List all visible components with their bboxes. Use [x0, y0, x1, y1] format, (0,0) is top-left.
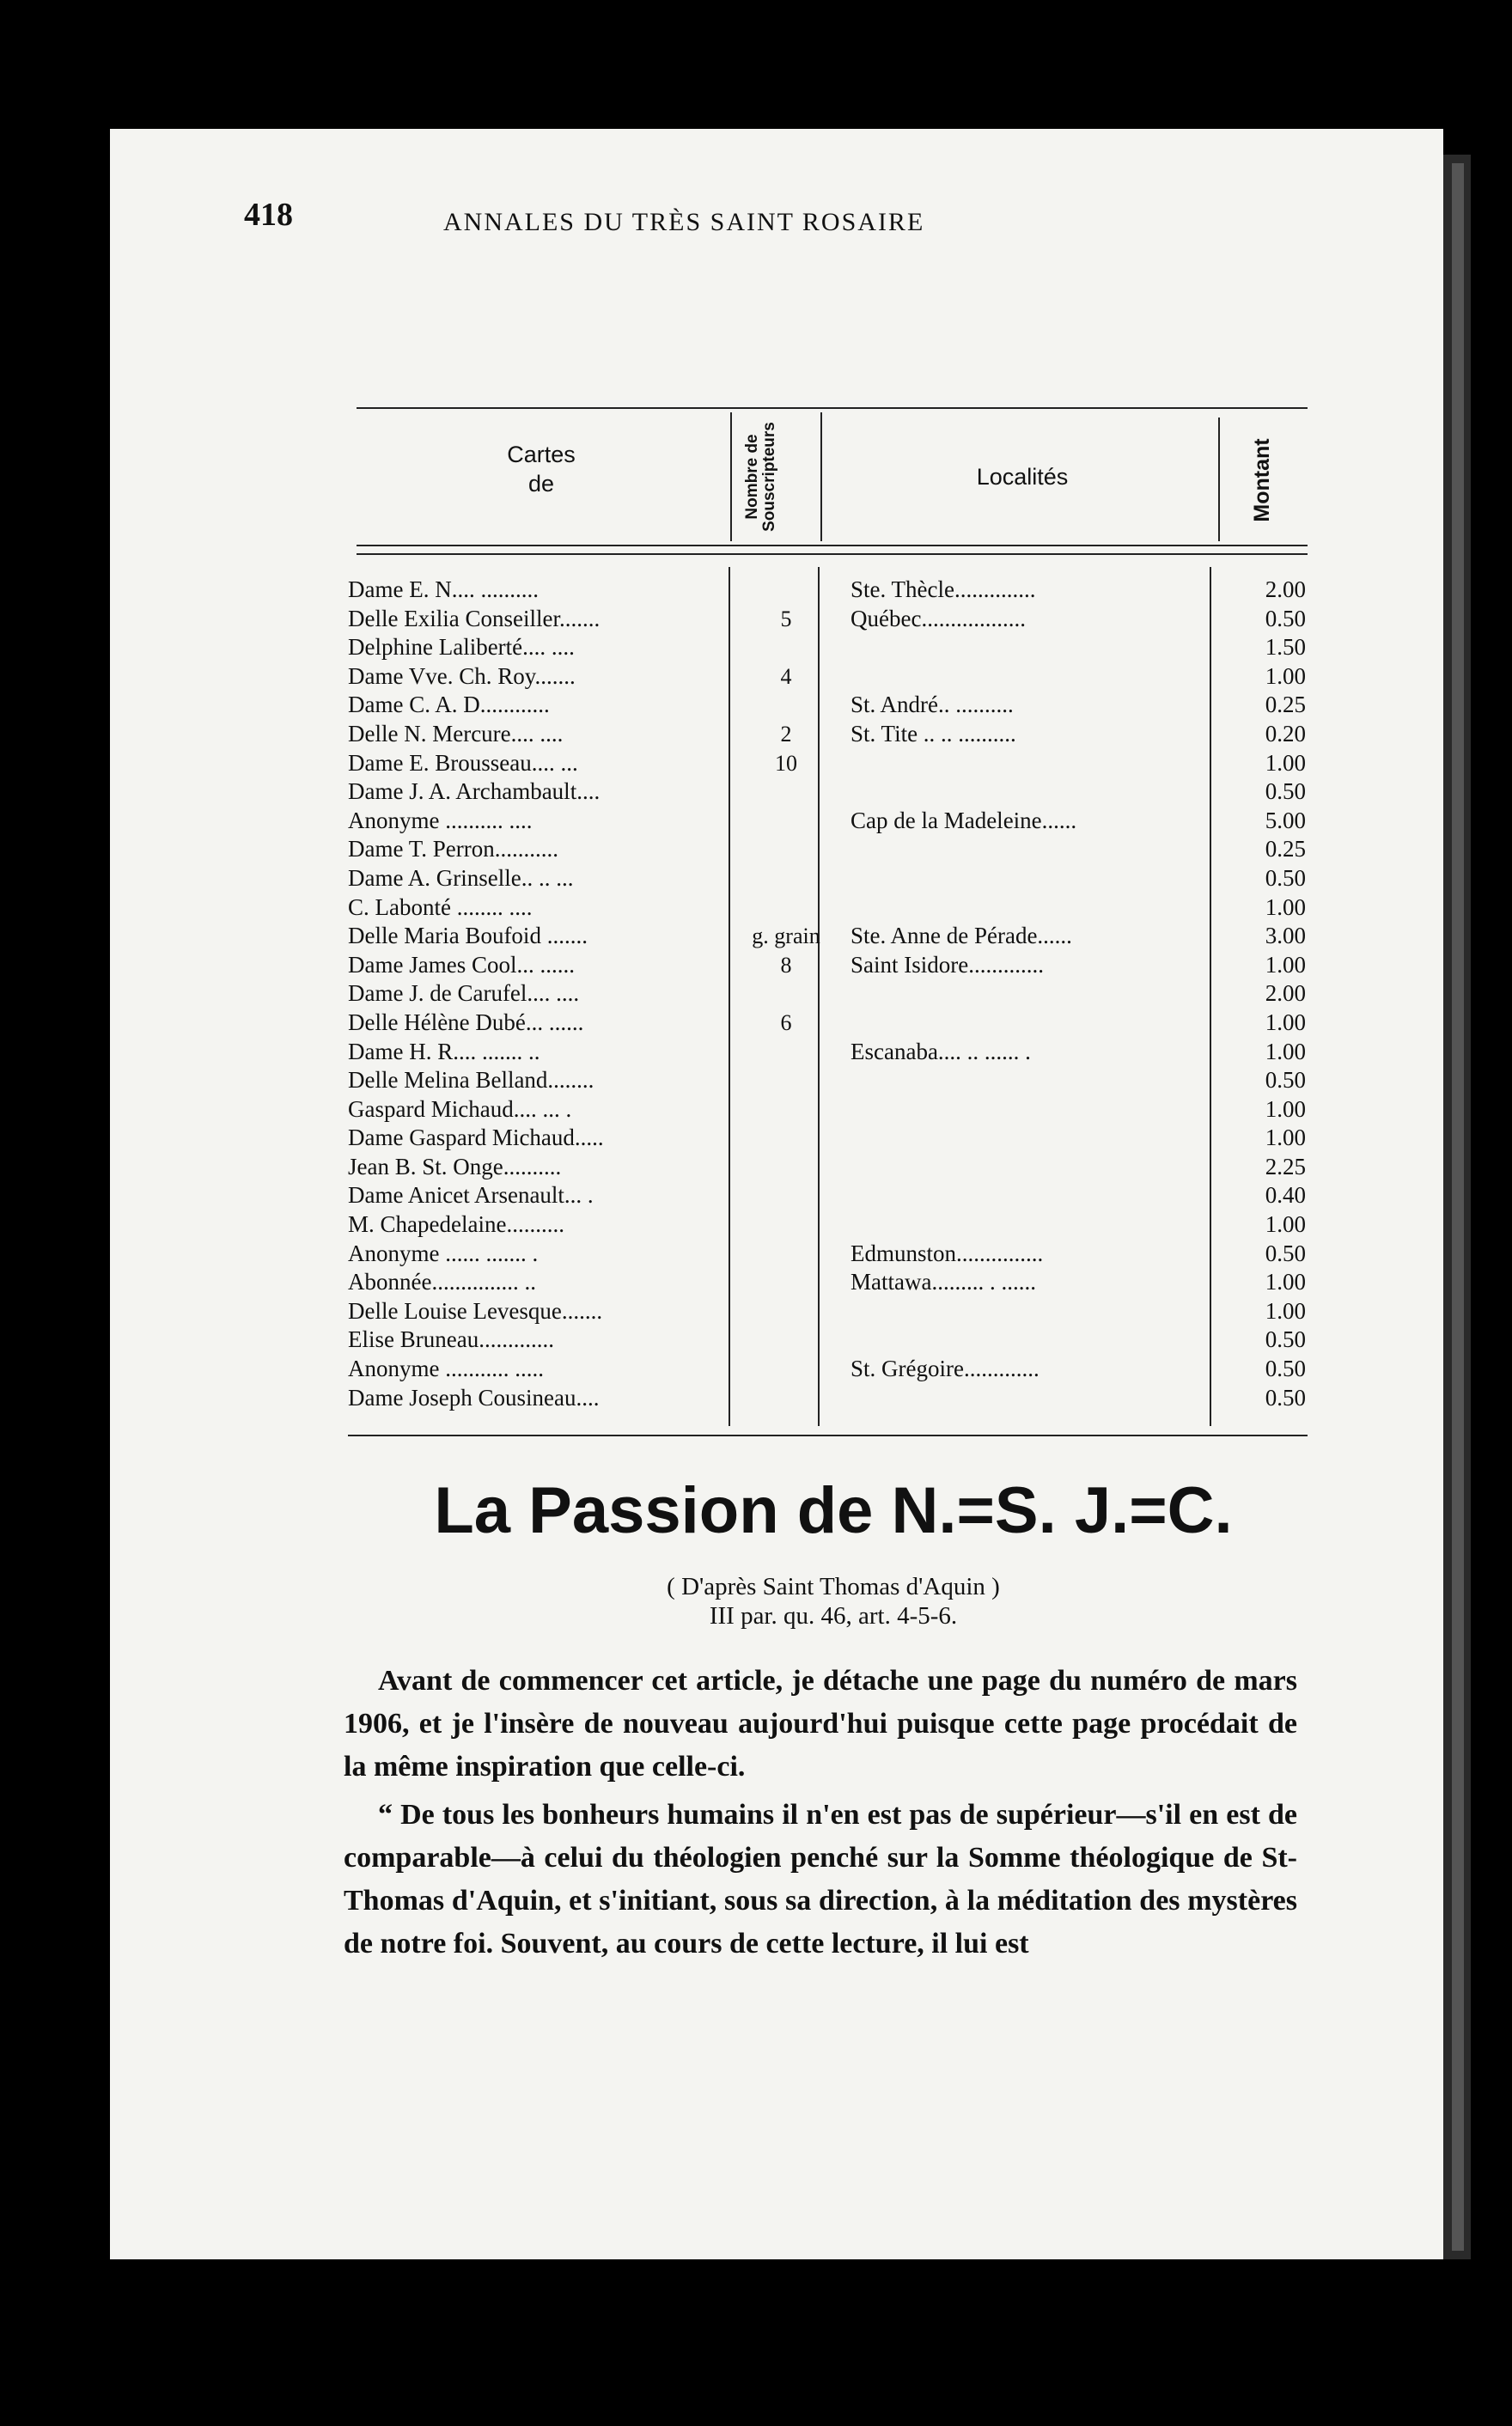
- name-cell: Elise Bruneau.............: [348, 1326, 554, 1353]
- name-cell: Delle Melina Belland........: [348, 1067, 594, 1094]
- table-row: [348, 662, 1319, 692]
- table-row: [348, 1268, 1319, 1297]
- name-cell: Anonyme .......... ....: [348, 807, 533, 833]
- amount-cell: 1.00: [1265, 1009, 1306, 1035]
- name-cell: Jean B. St. Onge..........: [348, 1153, 562, 1179]
- amount-cell: 0.50: [1265, 1384, 1306, 1411]
- column-header-nombre: Nombre de Souscripteurs: [743, 422, 778, 532]
- table-row: [348, 1210, 1319, 1240]
- table-row: [348, 691, 1319, 720]
- column-divider-3: [1218, 418, 1220, 541]
- table-row: [348, 1297, 1319, 1326]
- table-row: [348, 1181, 1319, 1210]
- column-header-montant: Montant: [1250, 438, 1274, 522]
- amount-cell: 1.00: [1265, 1038, 1306, 1064]
- article-body: [344, 1660, 1297, 1966]
- name-cell: Dame E. N.... ..........: [348, 576, 539, 602]
- name-cell: Abonnée............... ..: [348, 1269, 536, 1295]
- column-divider-1: [730, 412, 732, 541]
- article-subtitle: [344, 1572, 1323, 1631]
- count-cell: 2: [780, 721, 792, 747]
- table-row: [348, 864, 1319, 893]
- locality-cell: Québec..................: [850, 605, 1026, 631]
- running-title: ANNALES DU TRÈS SAINT ROSAIRE: [443, 208, 925, 236]
- amount-cell: 1.00: [1265, 1125, 1306, 1151]
- name-cell: Dame Vve. Ch. Roy.......: [348, 662, 576, 689]
- page-edge-strip: [1452, 163, 1464, 2251]
- amount-cell: 1.00: [1265, 893, 1306, 920]
- name-cell: Dame A. Grinselle.. .. ...: [348, 864, 574, 891]
- table-header-rule: [357, 545, 1308, 546]
- table-row: [348, 807, 1319, 836]
- amount-cell: 1.50: [1265, 634, 1306, 661]
- amount-cell: 3.00: [1265, 923, 1306, 949]
- count-cell: 5: [780, 606, 792, 631]
- name-cell: Delle Louise Levesque.......: [348, 1297, 603, 1324]
- table-bottom-rule: [348, 1435, 1308, 1436]
- amount-cell: 1.00: [1265, 662, 1306, 689]
- count-cell: 4: [780, 663, 792, 689]
- locality-cell: St. Tite .. .. ..........: [850, 720, 1016, 747]
- locality-cell: St. Grégoire.............: [850, 1356, 1040, 1382]
- amount-cell: 1.00: [1265, 951, 1306, 978]
- locality-cell: Mattawa......... . ......: [850, 1269, 1036, 1295]
- table-row: [348, 1240, 1319, 1269]
- name-cell: Delle N. Mercure.... ....: [348, 720, 564, 747]
- article-paragraph: Avant de commencer cet article, je détache une page du numéro de mars 1906, et je l'insère de nouveau aujourd'hui puisque cette page procédait de la même inspiration que celle-ci.: [344, 1665, 1297, 1783]
- amount-cell: 1.00: [1265, 1269, 1306, 1295]
- name-cell: Dame E. Brousseau.... ...: [348, 749, 578, 776]
- locality-cell: Saint Isidore.............: [850, 951, 1044, 978]
- amount-cell: 0.50: [1265, 605, 1306, 631]
- name-cell: Delle Hélène Dubé... ......: [348, 1009, 584, 1035]
- table-row: [348, 951, 1319, 980]
- article-paragraph: “ De tous les bonheurs humains il n'en est pas de supérieur—s'il en est de comparable—à celui du théologien penché sur la Somme théologique de St-Thomas d'Aquin, et s'initiant, sous sa direction, à la méditation des mystères de notre foi. Souvent, au cours de cette lecture, il lui est: [344, 1799, 1297, 1960]
- table-row: [348, 633, 1319, 662]
- table-row: [348, 979, 1319, 1009]
- amount-cell: 0.50: [1265, 1240, 1306, 1266]
- table-top-rule: [357, 407, 1308, 409]
- amount-cell: 0.50: [1265, 1326, 1306, 1353]
- table-row: [348, 576, 1319, 605]
- name-cell: Dame J. de Carufel.... ....: [348, 980, 580, 1007]
- table-row: [348, 1124, 1319, 1153]
- name-cell: Delle Maria Boufoid .......: [348, 923, 588, 949]
- amount-cell: 1.00: [1265, 1095, 1306, 1122]
- locality-cell: Ste. Anne de Pérade......: [850, 923, 1072, 949]
- amount-cell: 0.50: [1265, 1356, 1306, 1382]
- article-title: La Passion de N.=S. J.=C.: [434, 1474, 1233, 1547]
- amount-cell: 1.00: [1265, 1211, 1306, 1238]
- column-divider-2: [820, 412, 822, 541]
- name-cell: Dame T. Perron...........: [348, 836, 558, 863]
- article-subtitle-reference: III par. qu. 46, art. 4-5-6.: [709, 1602, 958, 1630]
- name-cell: Gaspard Michaud.... ... .: [348, 1095, 572, 1122]
- count-cell: 8: [780, 952, 792, 978]
- name-cell: Dame Anicet Arsenault... .: [348, 1182, 594, 1209]
- table-row: [348, 749, 1319, 778]
- table-row: [348, 605, 1319, 634]
- table-row: [348, 1384, 1319, 1413]
- table-row: [348, 1009, 1319, 1038]
- name-cell: M. Chapedelaine..........: [348, 1211, 564, 1238]
- amount-cell: 0.25: [1265, 692, 1306, 718]
- name-cell: Dame C. A. D............: [348, 692, 550, 718]
- amount-cell: 2.00: [1265, 576, 1306, 602]
- table-row: [348, 922, 1319, 951]
- amount-cell: 5.00: [1265, 807, 1306, 833]
- table-row: [348, 1038, 1319, 1067]
- name-cell: Dame H. R.... ....... ..: [348, 1038, 540, 1064]
- table-row: [348, 1153, 1319, 1182]
- locality-cell: St. André.. ..........: [850, 692, 1014, 718]
- amount-cell: 0.50: [1265, 778, 1306, 805]
- locality-cell: Edmunston...............: [850, 1240, 1044, 1266]
- table-row: [348, 1066, 1319, 1095]
- table-row: [348, 720, 1319, 749]
- subscription-table: [348, 576, 1319, 1412]
- name-cell: Dame Gaspard Michaud.....: [348, 1125, 604, 1151]
- name-cell: Dame Joseph Cousineau....: [348, 1384, 600, 1411]
- amount-cell: 1.00: [1265, 1297, 1306, 1324]
- column-header-localites: Localités: [976, 464, 1069, 490]
- count-cell: 6: [780, 1009, 792, 1035]
- amount-cell: 0.20: [1265, 720, 1306, 747]
- name-cell: Anonyme ...... ....... .: [348, 1240, 539, 1266]
- amount-cell: 0.40: [1265, 1182, 1306, 1209]
- name-cell: Dame James Cool... ......: [348, 951, 575, 978]
- page-header: [244, 196, 1103, 247]
- locality-cell: Ste. Thècle..............: [850, 576, 1036, 602]
- count-cell: g. grain: [752, 923, 820, 949]
- amount-cell: 0.50: [1265, 864, 1306, 891]
- table-row: [348, 1355, 1319, 1384]
- amount-cell: 2.25: [1265, 1153, 1306, 1179]
- table-header-rule-2: [357, 553, 1308, 555]
- table-row: [348, 777, 1319, 807]
- article-subtitle-source: ( D'après Saint Thomas d'Aquin ): [667, 1573, 1000, 1600]
- page-number: 418: [244, 197, 293, 233]
- amount-cell: 1.00: [1265, 749, 1306, 776]
- table-row: [348, 1095, 1319, 1125]
- table-row: [348, 1326, 1319, 1355]
- amount-cell: 0.25: [1265, 836, 1306, 863]
- count-cell: 10: [775, 750, 797, 776]
- locality-cell: Cap de la Madeleine......: [850, 807, 1077, 833]
- name-cell: C. Labonté ........ ....: [348, 893, 533, 920]
- name-cell: Delphine Laliberté.... ....: [348, 634, 575, 661]
- locality-cell: Escanaba.... .. ...... .: [850, 1038, 1031, 1064]
- name-cell: Delle Exilia Conseiller.......: [348, 605, 601, 631]
- name-cell: Dame J. A. Archambault....: [348, 778, 601, 805]
- amount-cell: 2.00: [1265, 980, 1306, 1007]
- amount-cell: 0.50: [1265, 1067, 1306, 1094]
- column-header-cartes: Cartes de: [507, 442, 576, 497]
- name-cell: Anonyme ........... .....: [348, 1356, 544, 1382]
- table-row: [348, 893, 1319, 923]
- table-row: [348, 835, 1319, 864]
